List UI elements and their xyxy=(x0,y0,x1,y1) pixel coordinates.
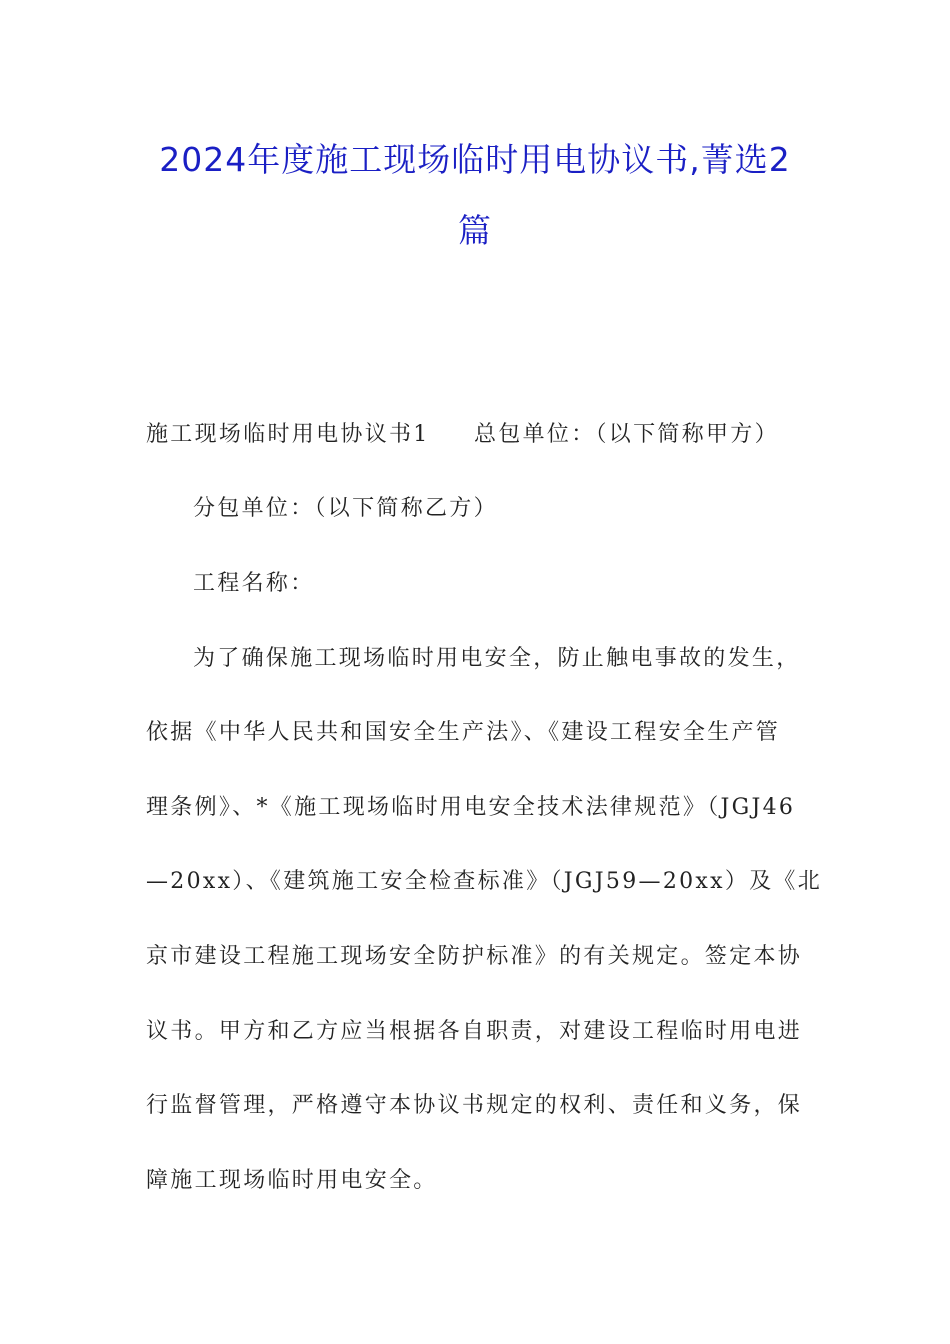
body-line: 理条例》、*《施工现场临时用电安全技术法律规范》（JGJ46 xyxy=(146,795,796,820)
body-line: 行监督管理，严格遵守本协议书规定的权利、责任和义务，保 xyxy=(146,1093,803,1118)
document-title-line-1: 2024年度施工现场临时用电协议书,菁选2 xyxy=(159,140,791,179)
body-line: 依据《中华人民共和国安全生产法》、《建设工程安全生产管 xyxy=(146,720,781,745)
agreement-heading: 施工现场临时用电协议书1 xyxy=(146,422,430,447)
body-line: 障施工现场临时用电安全。 xyxy=(146,1168,438,1193)
body-line: 议书。甲方和乙方应当根据各自职责，对建设工程临时用电进 xyxy=(146,1019,803,1044)
general-contractor-field: 总包单位：（以下简称甲方） xyxy=(474,422,779,447)
subcontractor-field: 分包单位：（以下简称乙方） xyxy=(193,496,498,521)
body-line: —20xx）、《建筑施工安全检查标准》（JGJ59—20xx）及《北 xyxy=(146,869,823,894)
project-name-field: 工程名称： xyxy=(193,571,315,596)
document-title-line-2: 篇 xyxy=(458,211,492,250)
body-line: 为了确保施工现场临时用电安全，防止触电事故的发生， xyxy=(193,646,801,671)
body-line: 京市建设工程施工现场安全防护标准》的有关规定。签定本协 xyxy=(146,944,803,969)
